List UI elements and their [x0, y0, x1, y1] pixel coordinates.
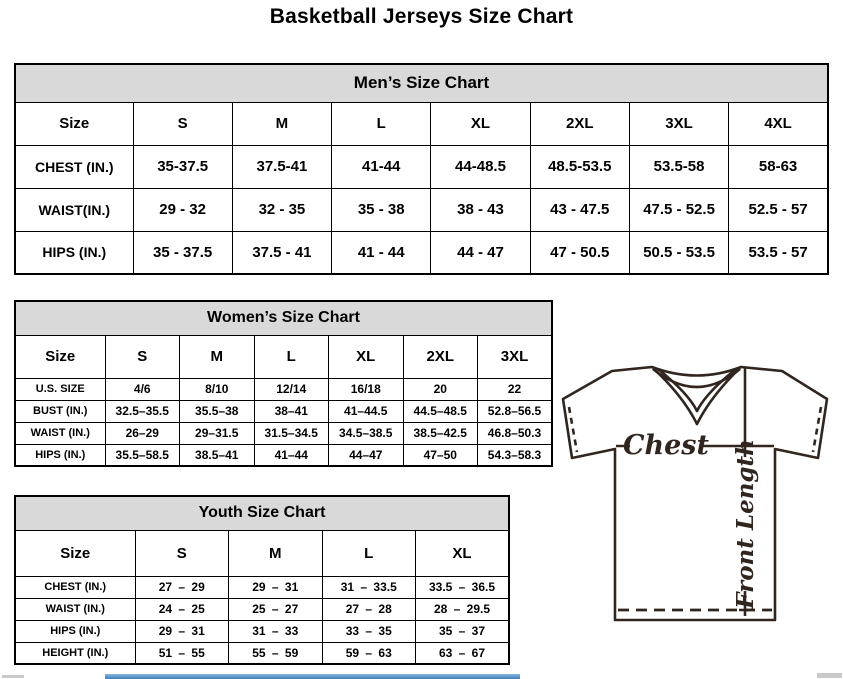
table-cell: 52.8–56.5: [478, 400, 553, 422]
row-label: HIPS (IN.): [15, 620, 135, 642]
table-cell: 38–41: [254, 400, 329, 422]
front-length-label: Front Length: [732, 439, 759, 609]
column-header: 3XL: [478, 335, 553, 378]
table-cell: 20: [403, 378, 478, 400]
table-cell: 35 – 37: [416, 620, 510, 642]
row-label: CHEST (IN.): [15, 576, 135, 598]
table-row: [15, 188, 828, 231]
table-cell: 29–31.5: [180, 422, 255, 444]
table-cell: 35.5–58.5: [105, 444, 180, 466]
table-cell: 55 – 59: [229, 642, 323, 664]
table-cell: 43 - 47.5: [530, 188, 629, 231]
row-label: BUST (IN.): [15, 400, 105, 422]
table-row: [15, 642, 509, 664]
column-header: S: [133, 102, 232, 145]
table-cell: 22: [478, 378, 553, 400]
table-row: [15, 145, 828, 188]
table-cell: 53.5 - 57: [729, 231, 828, 274]
table-row: [15, 378, 552, 400]
table-cell: 34.5–38.5: [329, 422, 404, 444]
row-label: WAIST(IN.): [15, 188, 133, 231]
column-header: 3XL: [629, 102, 728, 145]
table-row: [15, 400, 552, 422]
table-cell: 31 – 33.5: [322, 576, 416, 598]
table-title: Women’s Size Chart: [15, 301, 552, 335]
table-cell: 16/18: [329, 378, 404, 400]
table-cell: 37.5 - 41: [232, 231, 331, 274]
table-cell: 28 – 29.5: [416, 598, 510, 620]
table-cell: 47–50: [403, 444, 478, 466]
table-cell: 35-37.5: [133, 145, 232, 188]
table-cell: 31 – 33: [229, 620, 323, 642]
column-header: XL: [416, 530, 510, 576]
table-cell: 29 – 31: [229, 576, 323, 598]
table-row: [15, 598, 509, 620]
table-cell: 35 - 38: [332, 188, 431, 231]
table-cell: 38.5–41: [180, 444, 255, 466]
table-row: [15, 444, 552, 466]
column-header: 4XL: [729, 102, 828, 145]
table-cell: 46.8–50.3: [478, 422, 553, 444]
table-cell: 37.5-41: [232, 145, 331, 188]
column-header: XL: [431, 102, 530, 145]
column-header: XL: [329, 335, 404, 378]
scrollbar-thumb[interactable]: [105, 674, 520, 679]
scrollbar-right-button-fragment[interactable]: [817, 673, 842, 678]
table-cell: 38 - 43: [431, 188, 530, 231]
column-header: L: [332, 102, 431, 145]
table-row: [15, 620, 509, 642]
table-row: [15, 422, 552, 444]
column-header: S: [105, 335, 180, 378]
column-header: Size: [15, 102, 133, 145]
table-cell: 48.5-53.5: [530, 145, 629, 188]
table-cell: 41 - 44: [332, 231, 431, 274]
table-header-row: [15, 335, 552, 378]
row-label: HIPS (IN.): [15, 231, 133, 274]
row-label: U.S. SIZE: [15, 378, 105, 400]
table-cell: 50.5 - 53.5: [629, 231, 728, 274]
table-cell: 44-48.5: [431, 145, 530, 188]
mens-size-table: [14, 63, 829, 275]
table-header-row: [15, 102, 828, 145]
column-header: S: [135, 530, 229, 576]
table-row: [15, 231, 828, 274]
table-cell: 33.5 – 36.5: [416, 576, 510, 598]
table-cell: 35 - 37.5: [133, 231, 232, 274]
table-cell: 51 – 55: [135, 642, 229, 664]
row-label: WAIST (IN.): [15, 422, 105, 444]
table-cell: 53.5-58: [629, 145, 728, 188]
table-header-row: [15, 530, 509, 576]
table-cell: 33 – 35: [322, 620, 416, 642]
table-title-row: [15, 64, 828, 102]
table-title: Youth Size Chart: [15, 496, 509, 530]
row-label: WAIST (IN.): [15, 598, 135, 620]
table-cell: 41-44: [332, 145, 431, 188]
table-cell: 27 – 28: [322, 598, 416, 620]
table-cell: 47 - 50.5: [530, 231, 629, 274]
column-header: L: [254, 335, 329, 378]
table-cell: 26–29: [105, 422, 180, 444]
chest-label: Chest: [623, 430, 709, 461]
scrollbar-left-button-fragment[interactable]: [2, 675, 24, 678]
table-cell: 12/14: [254, 378, 329, 400]
table-cell: 47.5 - 52.5: [629, 188, 728, 231]
table-cell: 44.5–48.5: [403, 400, 478, 422]
column-header: M: [180, 335, 255, 378]
table-cell: 44–47: [329, 444, 404, 466]
table-cell: 4/6: [105, 378, 180, 400]
table-cell: 63 – 67: [416, 642, 510, 664]
row-label: CHEST (IN.): [15, 145, 133, 188]
table-cell: 35.5–38: [180, 400, 255, 422]
table-cell: 25 – 27: [229, 598, 323, 620]
column-header: Size: [15, 335, 105, 378]
table-cell: 41–44.5: [329, 400, 404, 422]
table-cell: 59 – 63: [322, 642, 416, 664]
page-title: Basketball Jerseys Size Chart: [269, 5, 574, 28]
row-label: HIPS (IN.): [15, 444, 105, 466]
table-cell: 52.5 - 57: [729, 188, 828, 231]
table-cell: 8/10: [180, 378, 255, 400]
table-title-row: [15, 301, 552, 335]
table-cell: 29 – 31: [135, 620, 229, 642]
table-cell: 44 - 47: [431, 231, 530, 274]
row-label: HEIGHT (IN.): [15, 642, 135, 664]
jersey-measurement-diagram: [556, 363, 843, 625]
table-title: Men’s Size Chart: [15, 64, 828, 102]
youth-size-table: [14, 495, 510, 665]
table-title-row: [15, 496, 509, 530]
table-cell: 32.5–35.5: [105, 400, 180, 422]
table-cell: 29 - 32: [133, 188, 232, 231]
table-cell: 31.5–34.5: [254, 422, 329, 444]
table-cell: 38.5–42.5: [403, 422, 478, 444]
table-cell: 54.3–58.3: [478, 444, 553, 466]
table-cell: 27 – 29: [135, 576, 229, 598]
table-cell: 32 - 35: [232, 188, 331, 231]
column-header: 2XL: [530, 102, 629, 145]
table-cell: 58-63: [729, 145, 828, 188]
column-header: Size: [15, 530, 135, 576]
column-header: L: [322, 530, 416, 576]
womens-size-table: [14, 300, 553, 467]
table-row: [15, 576, 509, 598]
table-cell: 41–44: [254, 444, 329, 466]
column-header: M: [229, 530, 323, 576]
table-cell: 24 – 25: [135, 598, 229, 620]
column-header: M: [232, 102, 331, 145]
column-header: 2XL: [403, 335, 478, 378]
